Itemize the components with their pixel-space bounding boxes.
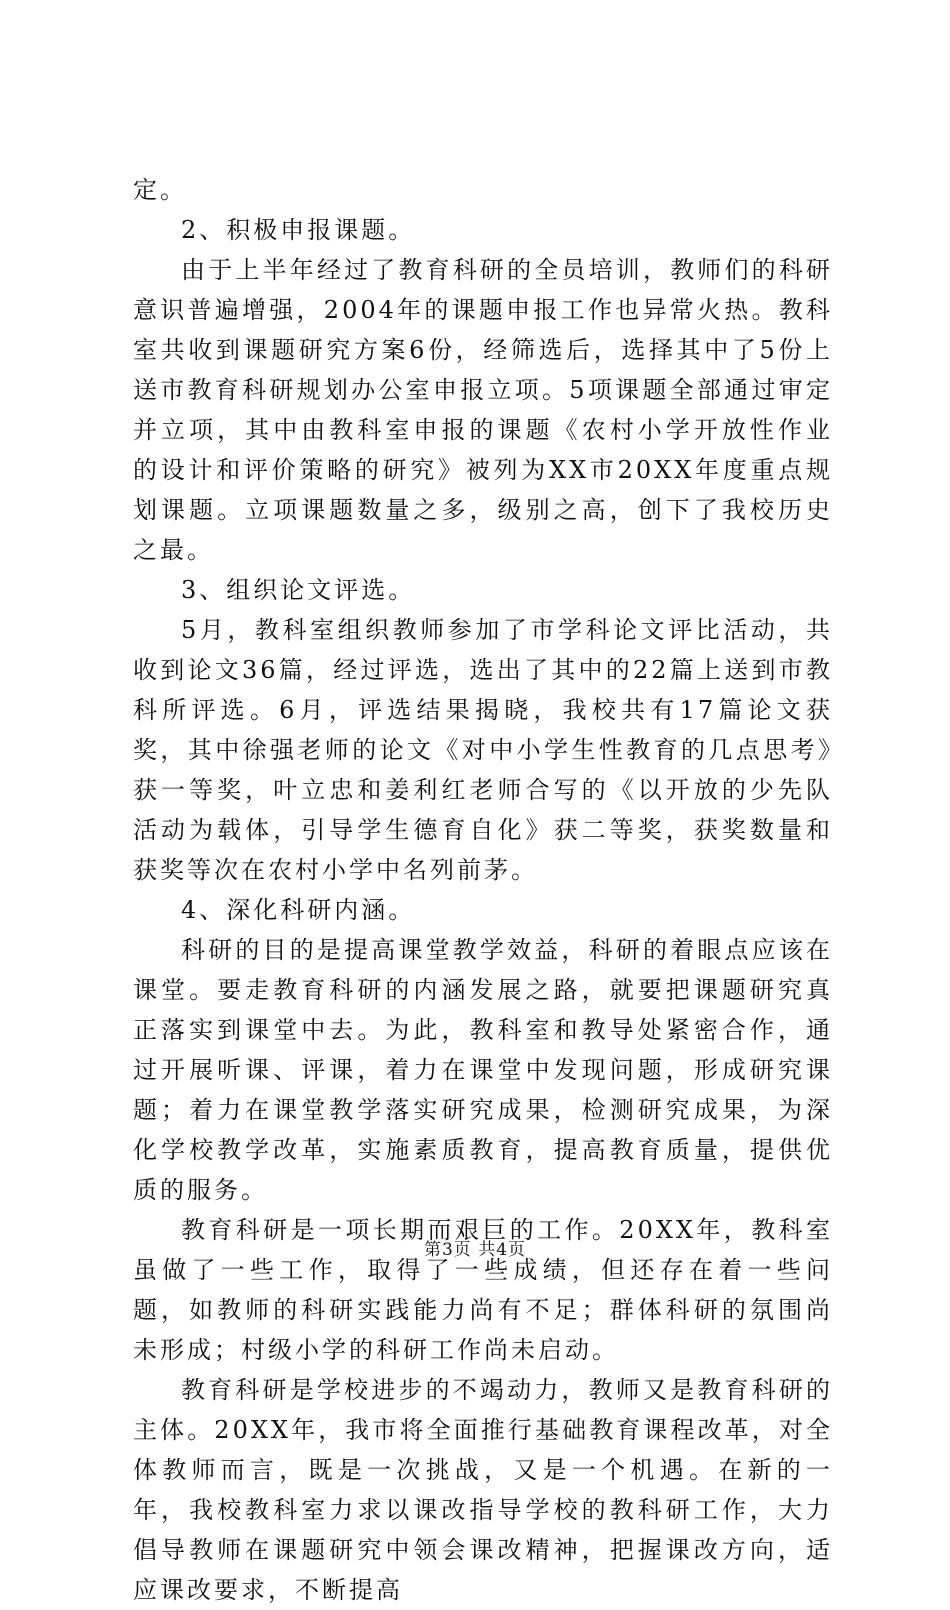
paragraph-continuation: 定。 <box>133 176 187 204</box>
paragraph-paper-selection: 5月，教科室组织教师参加了市学科论文评比活动，共收到论文36篇，经过评选，选出了其中的22篇上送到市教科所评选。6月，评选结果揭晓，我校共有17篇论文获奖，其中徐强老师的论文《对中小学生性教育的几点思考》获一等奖，叶立忠和姜利红老师合写的《以开放的少先队活动为载体，引导学生德育自化》获二等奖，获奖数量和获奖等次在农村小学中名列前茅。 <box>133 616 833 884</box>
document-body <box>133 170 833 1610</box>
section-heading-paper-selection: 3、组织论文评选。 <box>181 576 416 604</box>
section-heading-apply-topics: 2、积极申报课题。 <box>181 216 416 244</box>
paragraph-outlook: 教育科研是学校进步的不竭动力，教师又是教育科研的主体。20XX年，我市将全面推行基础教育课程改革，对全体教师而言，既是一次挑战，又是一个机遇。在新的一年，我校教科室力求以课改指导学校的教科研工作，大力倡导教师在课题研究中领会课改精神，把握课改方向，适应课改要求，不断提高 <box>133 1376 833 1604</box>
paragraph-problems: 教育科研是一项长期而艰巨的工作。20XX年，教科室虽做了一些工作，取得了一些成绩，但还存在着一些问题，如教师的科研实践能力尚有不足；群体科研的氛围尚未形成；村级小学的科研工作尚未启动。 <box>133 1216 833 1364</box>
page-number-footer: 第3页 共4页 <box>423 1240 527 1260</box>
paragraph-deepen-research: 科研的目的是提高课堂教学效益，科研的着眼点应该在课堂。要走教育科研的内涵发展之路，就要把课题研究真正落实到课堂中去。为此，教科室和教导处紧密合作，通过开展听课、评课，着力在课堂中发现问题，形成研究课题；着力在课堂教学落实研究成果，检测研究成果，为深化学校教学改革，实施素质教育，提高教育质量，提供优质的服务。 <box>133 936 833 1204</box>
paragraph-topic-application: 由于上半年经过了教育科研的全员培训，教师们的科研意识普遍增强，2004年的课题申报工作也异常火热。教科室共收到课题研究方案6份，经筛选后，选择其中了5份上送市教育科研规划办公室申报立项。5项课题全部通过审定并立项，其中由教科室申报的课题《农村小学开放性作业的设计和评价策略的研究》被列为XX市20XX年度重点规划课题。立项课题数量之多，级别之高，创下了我校历史之最。 <box>133 256 833 564</box>
section-heading-deepen-research: 4、深化科研内涵。 <box>181 896 416 924</box>
